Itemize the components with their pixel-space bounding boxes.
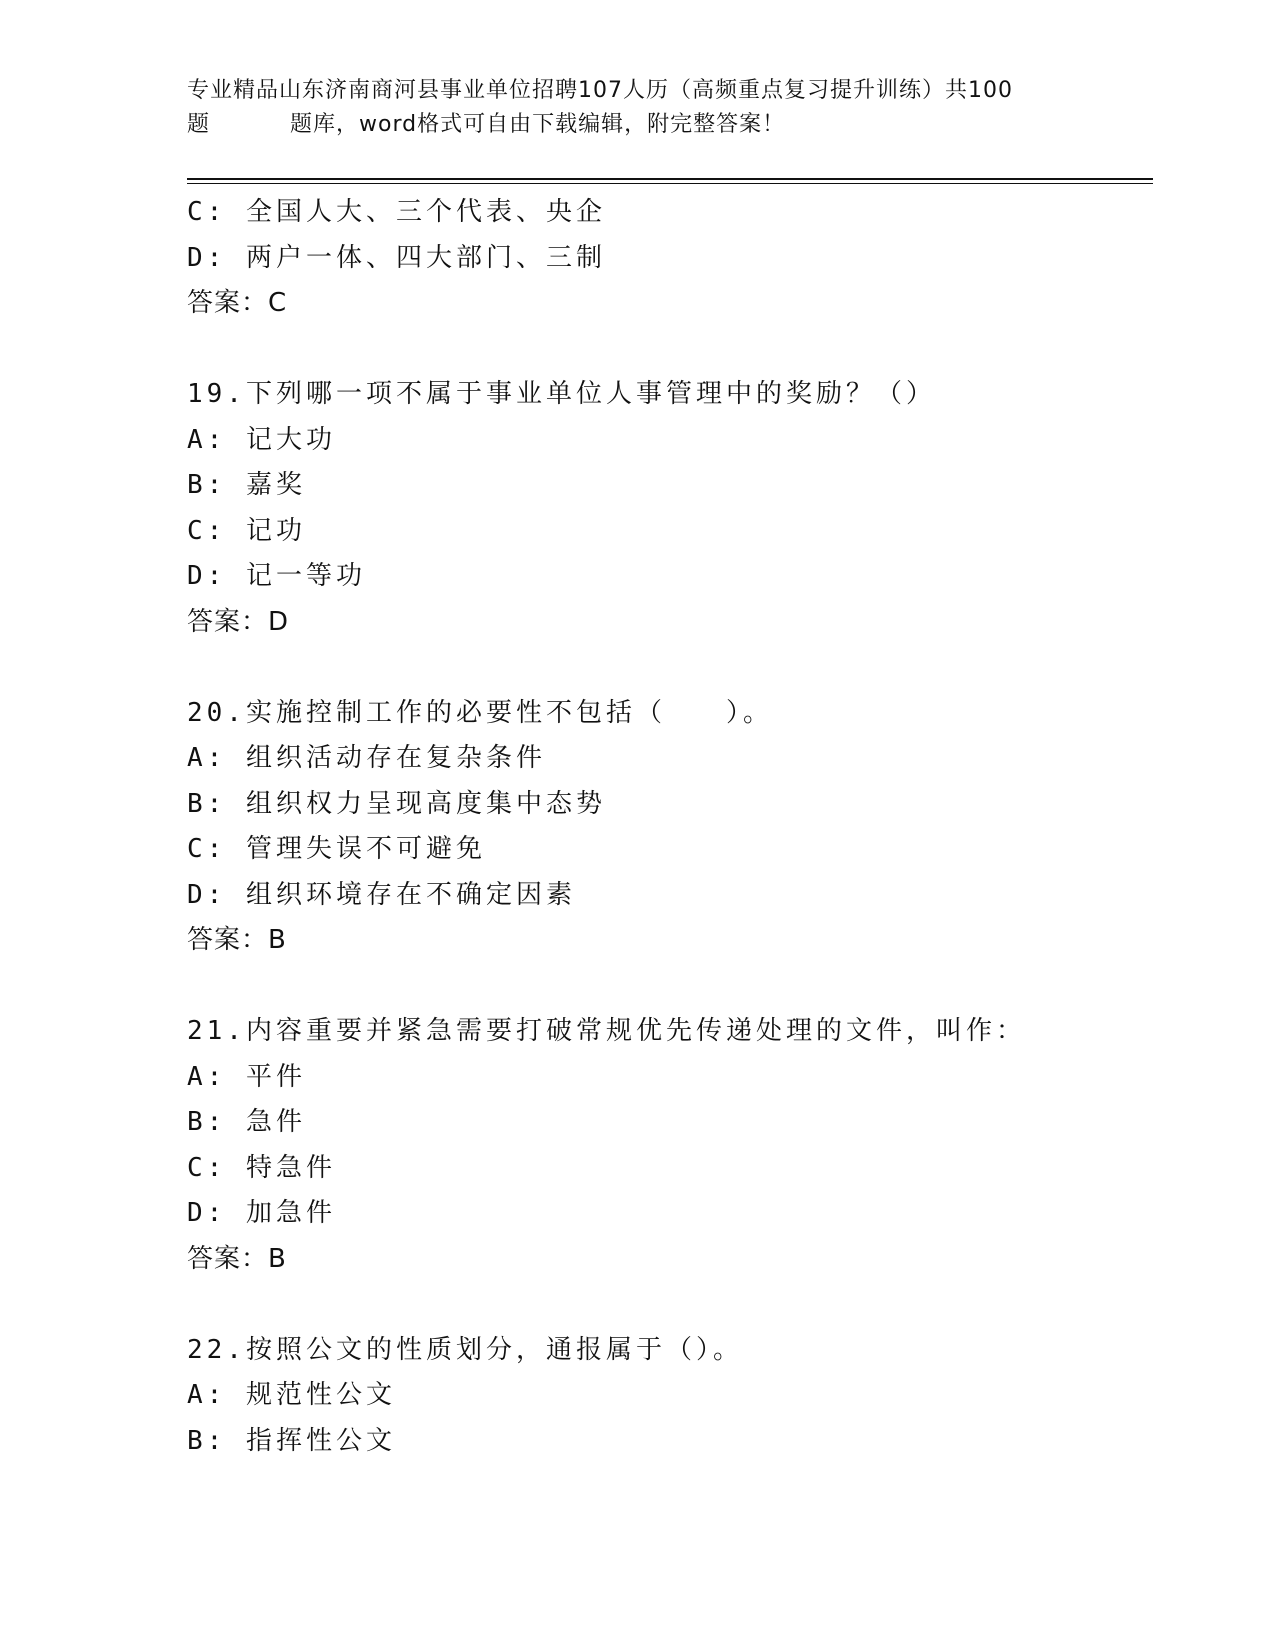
option-c: C: 特急件 — [187, 1152, 336, 1183]
answer-line: 答案：B — [187, 1243, 287, 1274]
option-d: D: 加急件 — [187, 1198, 336, 1228]
option-a: A: 记大功 — [187, 424, 336, 455]
document-header — [187, 74, 1087, 142]
question-stem-19: 19.下列哪一项不属于事业单位人事管理中的奖励？（） — [187, 379, 936, 409]
answer-line: 答案：C — [187, 288, 288, 318]
answer-line: 答案：B — [187, 925, 287, 955]
option-b: B: 急件 — [187, 1107, 306, 1137]
option-a: A: 平件 — [187, 1061, 306, 1092]
option-a: A: 规范性公文 — [187, 1380, 396, 1410]
header-title-line-2 — [187, 108, 1087, 142]
header-divider-thin — [187, 183, 1153, 184]
option-b: B: 组织权力呈现高度集中态势 — [187, 788, 606, 819]
question-stem-20: 20.实施控制工作的必要性不包括（ ）。 — [187, 697, 773, 728]
option-a: A: 组织活动存在复杂条件 — [187, 743, 546, 773]
option-d: D: 两户一体、四大部门、三制 — [187, 242, 606, 273]
option-d: D: 记一等功 — [187, 561, 366, 591]
option-c: C: 管理失误不可避免 — [187, 834, 486, 864]
question-stem-22: 22.按照公文的性质划分，通报属于（）。 — [187, 1334, 743, 1365]
header-title-line-2-prefix: 题 — [187, 112, 211, 137]
option-b: B: 嘉奖 — [187, 470, 306, 500]
option-b: B: 指挥性公文 — [187, 1425, 396, 1456]
option-c: C: 全国人大、三个代表、央企 — [187, 197, 606, 227]
header-title-line-2-text: 题库，word格式可自由下载编辑，附完整答案！ — [290, 112, 786, 137]
question-stem-21: 21.内容重要并紧急需要打破常规优先传递处理的文件，叫作： — [187, 1016, 1026, 1046]
option-c: C: 记功 — [187, 515, 306, 546]
header-divider-thick — [187, 178, 1153, 180]
option-d: D: 组织环境存在不确定因素 — [187, 879, 576, 910]
question-list — [187, 190, 1147, 1464]
header-title-line-1: 专业精品山东济南商河县事业单位招聘107人历（高频重点复习提升训练）共100 — [187, 78, 1013, 103]
answer-line: 答案：D — [187, 606, 290, 637]
